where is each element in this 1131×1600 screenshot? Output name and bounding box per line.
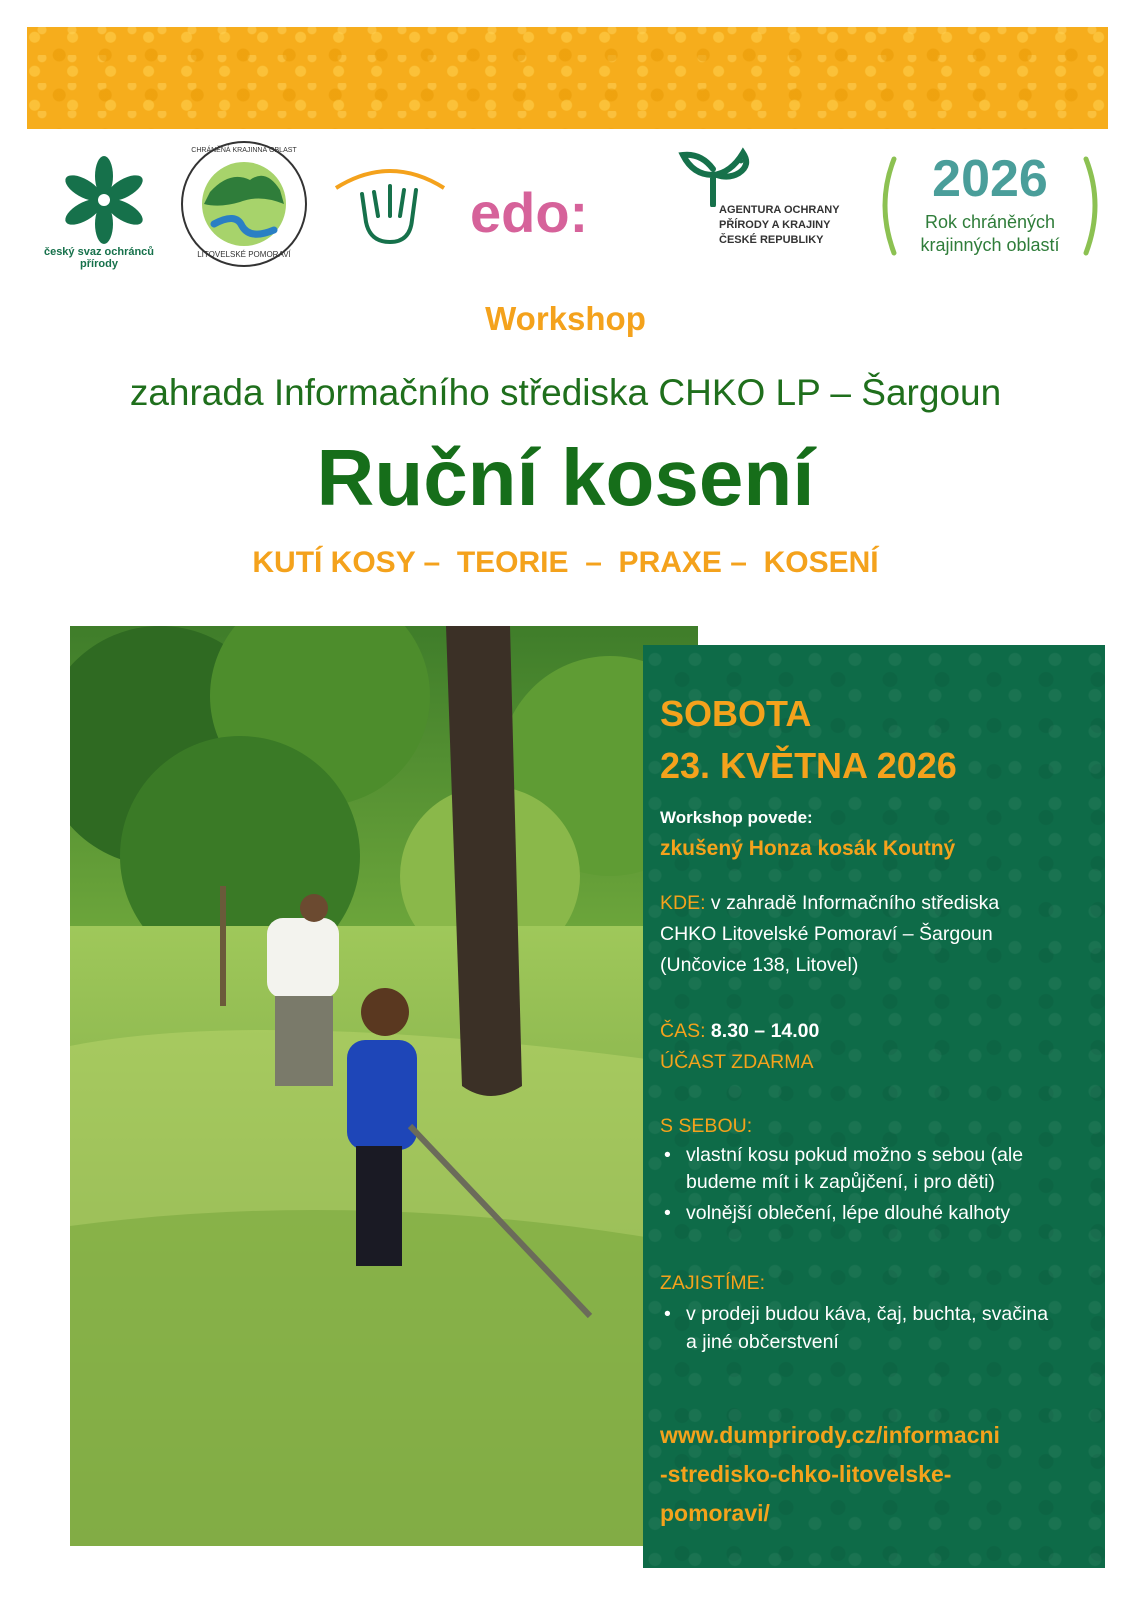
csop-logo <box>34 150 164 270</box>
url-line[interactable]: www.dumprirody.cz/informacni <box>660 1422 1000 1448</box>
event-date <box>660 688 957 792</box>
list-item: • vlastní kosu pokud možno s sebou (ale budeme mít i k zapůjčení, i pro děti) <box>660 1142 1050 1196</box>
year-logo <box>880 145 1100 265</box>
event-day: SOBOTA <box>660 693 812 734</box>
aopk-line: PŘÍRODY A KRAJINY <box>719 219 831 231</box>
provide-label: ZAJISTÍME: <box>660 1272 766 1294</box>
website-link[interactable] <box>660 1416 1000 1533</box>
where-label: KDE: <box>660 892 706 914</box>
provide-list <box>660 1300 1050 1356</box>
edo-logo: edo: <box>470 181 589 244</box>
chko-logo <box>180 140 308 268</box>
lead-name: zkušený Honza kosák Koutný <box>660 837 956 860</box>
mowing-photo <box>70 626 698 1546</box>
aopk-logo <box>665 145 855 265</box>
hand-logo <box>332 160 448 250</box>
where-block <box>660 888 999 981</box>
list-item: • volnější oblečení, lépe dlouhé kalhoty <box>660 1200 1050 1227</box>
url-line[interactable]: -stredisko-chko-litovelske- <box>660 1461 952 1487</box>
where-line1: v zahradě Informačního střediska <box>705 892 1000 914</box>
year-line2: krajinných oblastí <box>920 235 1060 255</box>
lead-label: Workshop povede: <box>660 808 813 827</box>
venue-line: zahrada Informačního střediska CHKO LP – Šargoun <box>129 372 1002 413</box>
workshop-label: Workshop <box>485 300 646 337</box>
bring-list <box>660 1142 1050 1227</box>
event-date-value: 23. KVĚTNA 2026 <box>660 745 957 786</box>
aopk-line: AGENTURA OCHRANY <box>719 204 840 216</box>
aopk-line: ČESKÉ REPUBLIKY <box>719 234 824 246</box>
url-line[interactable]: pomoravi/ <box>660 1500 770 1526</box>
csop-text: český svaz ochránců přírody <box>43 246 155 270</box>
free-entry: ÚČAST ZDARMA <box>660 1051 814 1073</box>
hand-arch-icon <box>332 160 448 250</box>
time-label: ČAS: <box>660 1020 706 1042</box>
year-line1: Rok chráněných <box>924 212 1056 232</box>
subtitle-program: KUTÍ KOSY – TEORIE – PRAXE – KOSENÍ <box>252 546 879 579</box>
time-block <box>660 1016 819 1078</box>
chko-top-text: CHRÁNĚNÁ KRAJINNÁ OBLAST <box>191 147 297 154</box>
bring-label: S SEBOU: <box>660 1115 753 1137</box>
river-valley-icon <box>180 140 308 268</box>
chko-bottom-text: LITOVELSKÉ POMORAVÍ <box>197 250 291 259</box>
plant-fish-icon <box>665 145 765 207</box>
year-number: 2026 <box>932 150 1048 208</box>
page-title: Ruční kosení <box>316 433 815 522</box>
time-value: 8.30 – 14.00 <box>705 1020 820 1042</box>
where-line2: CHKO Litovelské Pomoraví – Šargoun <box>660 923 993 945</box>
pattern-banner <box>27 27 1108 129</box>
list-item: • v prodeji budou káva, čaj, buchta, svačina a jiné občerstvení <box>660 1300 1050 1356</box>
where-line3: (Unčovice 138, Litovel) <box>660 954 859 976</box>
